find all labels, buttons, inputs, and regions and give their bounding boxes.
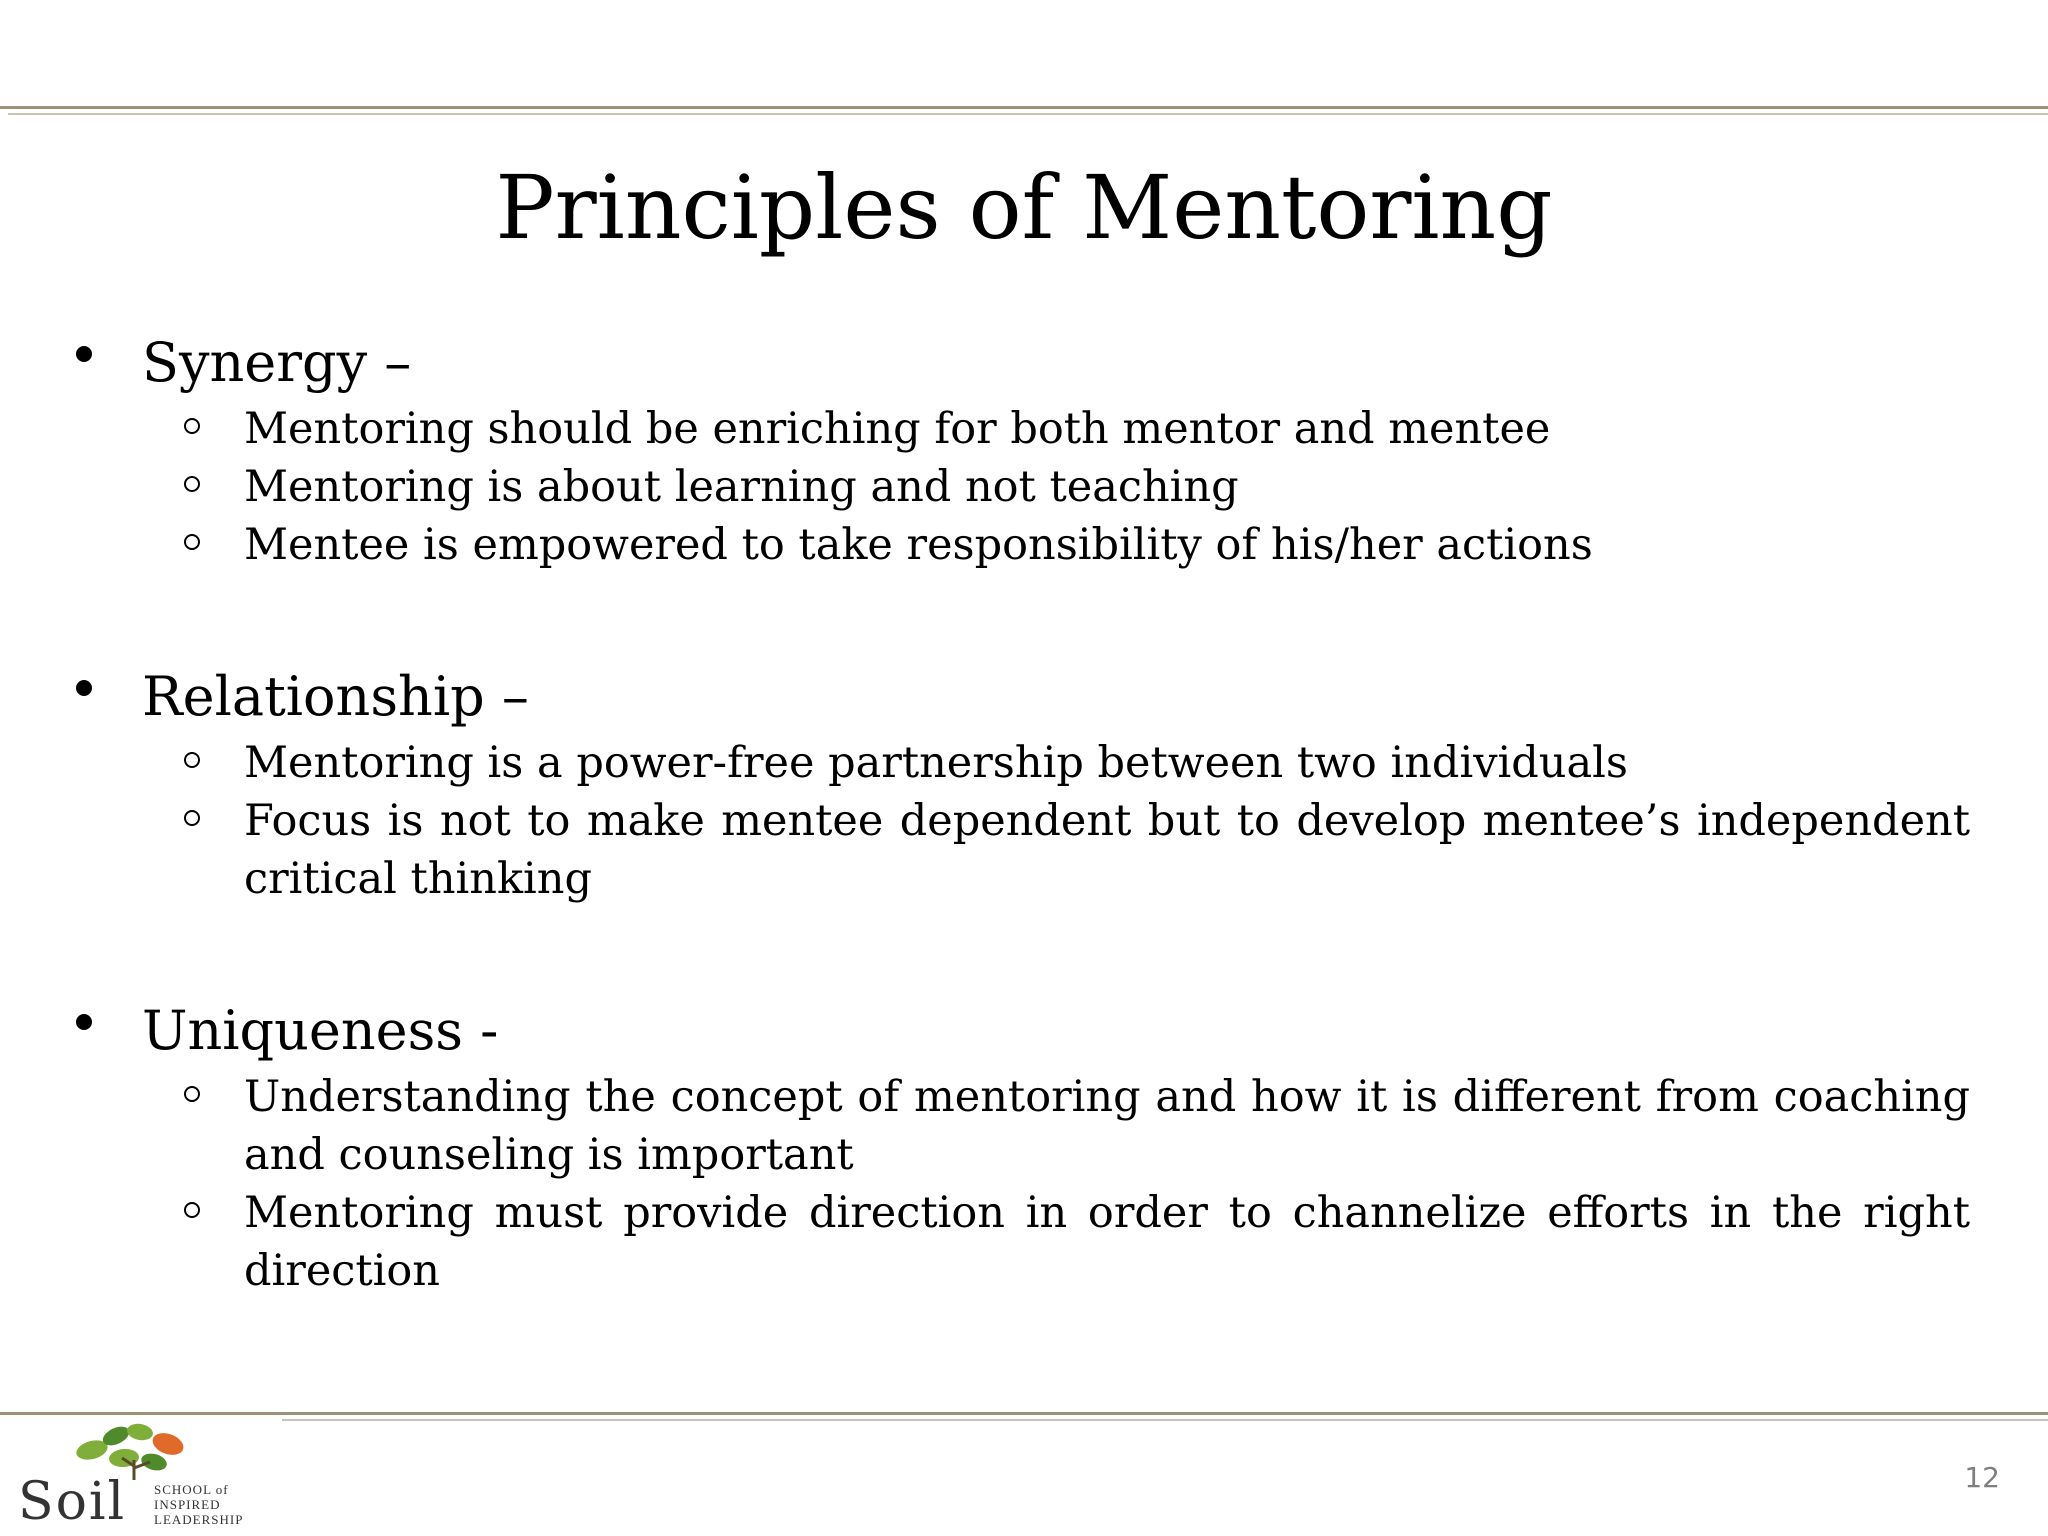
sub-bullet-text: Mentoring must provide direction in order to channelize efforts in the right direction (244, 1188, 1970, 1296)
sub-bullet-item (70, 1068, 1970, 1184)
section-synergy (70, 326, 1970, 574)
sub-bullet-item (70, 516, 1970, 574)
section-uniqueness (70, 994, 1970, 1300)
sub-bullet-text: Understanding the concept of mentoring and how it is different from coaching and counseling is important (244, 1072, 1970, 1180)
bullet-dot-icon (76, 346, 92, 362)
page-number: 12 (1964, 1461, 2000, 1494)
sub-bullet-item (70, 400, 1970, 458)
hollow-circle-icon (184, 418, 200, 434)
section-heading-row (70, 326, 1970, 400)
slide-title: Principles of Mentoring (495, 156, 1553, 259)
logo-tagline-line: SCHOOL of (154, 1482, 229, 1497)
footer-rule-secondary (282, 1419, 2048, 1421)
logo-wordmark: Soil (18, 1472, 127, 1532)
sub-bullet-item (70, 1184, 1970, 1300)
logo-tagline-line: LEADERSHIP (154, 1512, 244, 1527)
sub-bullet-text: Mentoring is a power-free partnership between two individuals (244, 738, 1628, 788)
hollow-circle-icon (184, 534, 200, 550)
section-heading: Uniqueness - (142, 999, 499, 1062)
sub-bullet-item (70, 734, 1970, 792)
sub-bullet-list (70, 734, 1970, 908)
sub-bullet-list (70, 1068, 1970, 1300)
sub-bullet-text: Focus is not to make mentee dependent but to develop mentee’s independent critical thinking (244, 796, 1970, 904)
sub-bullet-text: Mentoring should be enriching for both mentor and mentee (244, 404, 1551, 454)
soil-logo (18, 1422, 278, 1532)
section-heading-row (70, 994, 1970, 1068)
bullet-dot-icon (76, 1014, 92, 1030)
logo-tagline (154, 1482, 243, 1527)
sub-bullet-text: Mentee is empowered to take responsibility of his/her actions (244, 520, 1593, 570)
hollow-circle-icon (184, 752, 200, 768)
hollow-circle-icon (184, 810, 200, 826)
section-heading: Relationship – (142, 665, 529, 728)
sub-bullet-item (70, 458, 1970, 516)
section-heading-row (70, 660, 1970, 734)
footer-rule-primary (0, 1412, 2048, 1415)
header-rule-primary (0, 106, 2048, 109)
sub-bullet-list (70, 400, 1970, 574)
section-heading: Synergy – (142, 331, 412, 394)
sub-bullet-item (70, 792, 1970, 908)
section-relationship (70, 660, 1970, 908)
header-rule-secondary (8, 113, 2048, 115)
hollow-circle-icon (184, 476, 200, 492)
slide-content (70, 326, 1970, 1300)
sub-bullet-text: Mentoring is about learning and not teaching (244, 462, 1239, 512)
logo-tagline-line: INSPIRED (154, 1497, 221, 1512)
hollow-circle-icon (184, 1086, 200, 1102)
hollow-circle-icon (184, 1202, 200, 1218)
bullet-dot-icon (76, 680, 92, 696)
